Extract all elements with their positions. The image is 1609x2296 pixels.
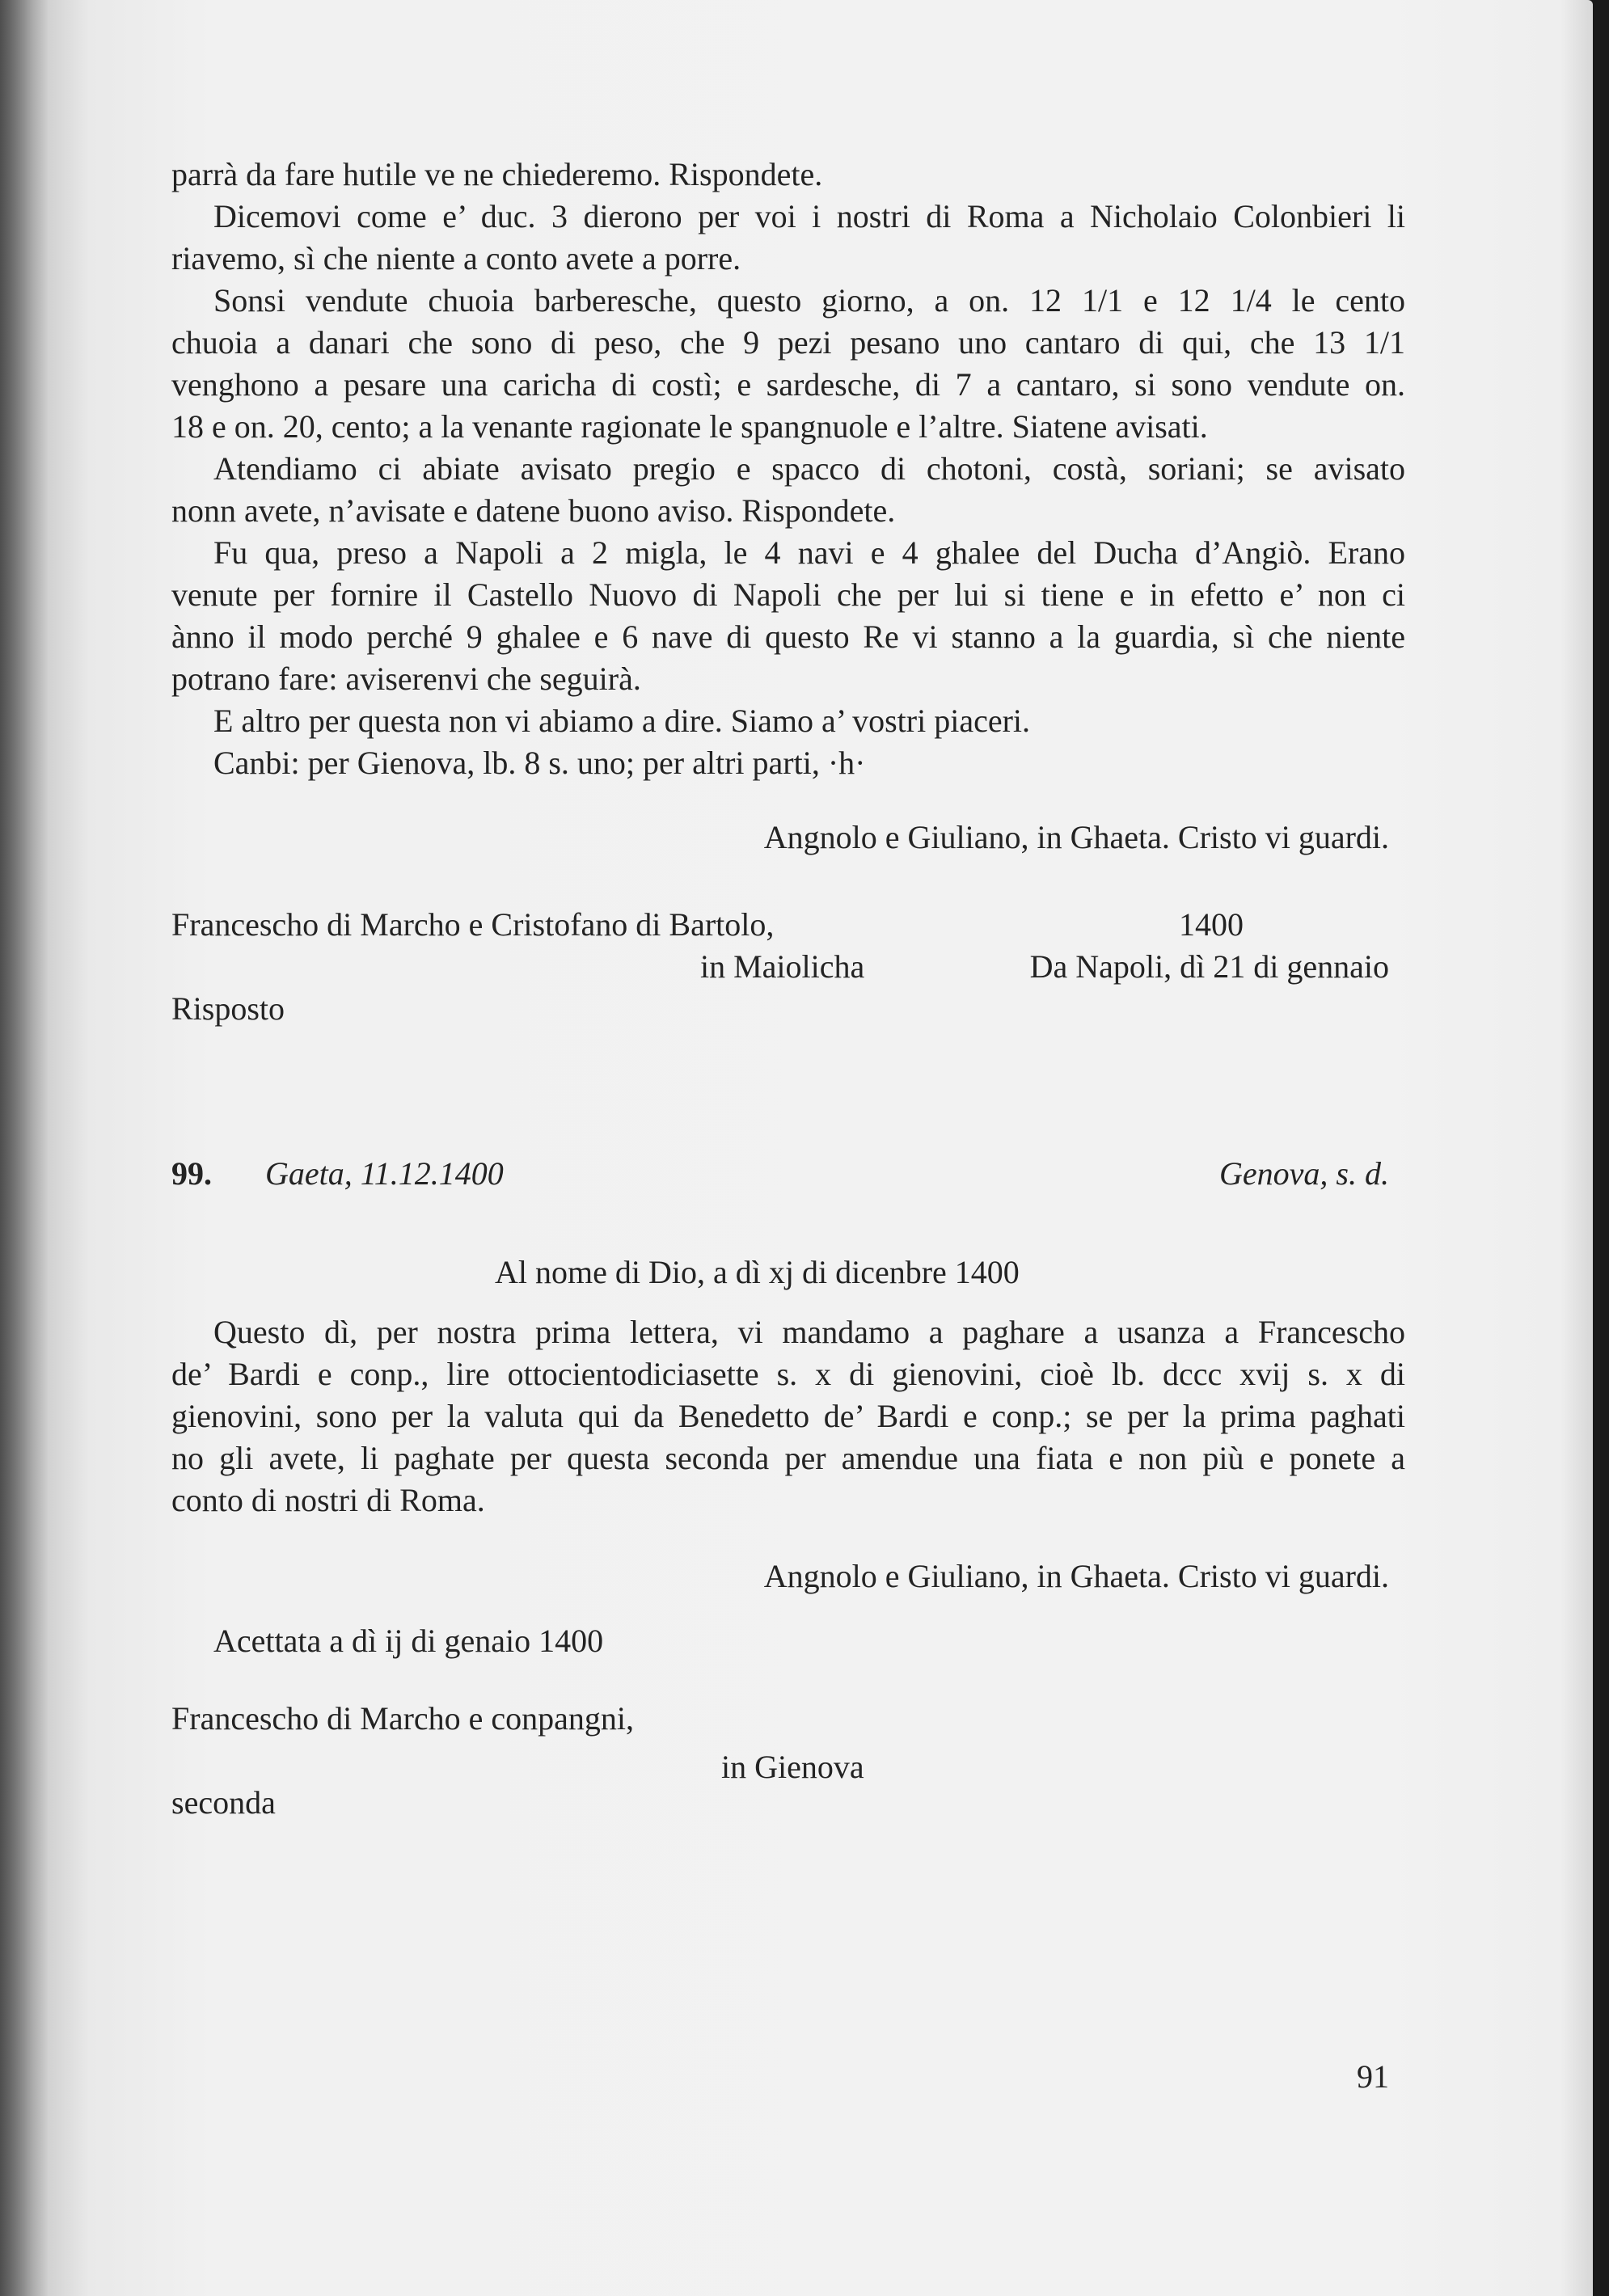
letter-note: seconda xyxy=(171,1784,276,1821)
paragraph-line: potrano fare: aviserenvi che seguirà. xyxy=(171,661,641,697)
paragraph-line: Fu qua, preso a Napoli a 2 migla, le 4 navi e 4 ghalee del Ducha d’Angiò. Erano xyxy=(213,534,1405,571)
paragraph-line: no gli avete, li paghate per questa seconda per amendue una fiata e non più e ponete a xyxy=(171,1440,1405,1476)
paragraph-line: ànno il modo perché 9 ghalee e 6 nave di questo Re vi stanno a la guardia, sì che niente xyxy=(171,618,1405,655)
paragraph-line: chuoia a danari che sono di peso, che 9 pezi pesano uno cantaro di qui, che 13 1/1 xyxy=(171,324,1405,361)
paragraph-line: Questo dì, per nostra prima lettera, vi mandamo a paghare a usanza a Francescho xyxy=(213,1314,1405,1350)
paragraph-line: Atendiamo ci abiate avisato pregio e spacco di chotoni, costà, soriani; se avisato xyxy=(213,450,1405,487)
letter-origin: Gaeta, 11.12.1400 xyxy=(265,1155,504,1192)
paragraph-line: parrà da fare hutile ve ne chiederemo. Rispondete. xyxy=(171,156,823,192)
letter-acceptance: Acettata a dì ij di genaio 1400 xyxy=(213,1623,604,1659)
paragraph-line: conto di nostri di Roma. xyxy=(171,1482,485,1518)
letter-signature: Angnolo e Giuliano, in Ghaeta. Cristo vi guardi. xyxy=(763,1558,1389,1594)
paragraph-line: venute per fornire il Castello Nuovo di Napoli che per lui si tiene e in efetto e’ non ci xyxy=(171,576,1405,613)
paragraph-line: E altro per questa non vi abiamo a dire. Siamo a’ vostri piaceri. xyxy=(213,703,1031,739)
paragraph-line: 18 e on. 20, cento; a la venante ragionate le spangnuole e l’altre. Siatene avisati. xyxy=(171,408,1208,445)
page-number: 91 xyxy=(1357,2058,1389,2095)
letter-date: Da Napoli, dì 21 di gennaio xyxy=(1029,948,1389,985)
paragraph-line: Sonsi vendute chuoia barberesche, questo giorno, a on. 12 1/1 e 12 1/4 le cento xyxy=(213,282,1405,319)
letter-destination: Genova, s. d. xyxy=(1219,1155,1389,1192)
paragraph-line: Canbi: per Gienova, lb. 8 s. uno; per altri parti, ·h· xyxy=(213,745,866,781)
book-spine-shadow xyxy=(0,0,49,2296)
address-place: in Gienova xyxy=(721,1749,864,1785)
letter-note: Risposto xyxy=(171,990,285,1027)
address-name: Francescho di Marcho e conpangni, xyxy=(171,1700,635,1737)
address-year: 1400 xyxy=(1179,906,1244,943)
paragraph-line: venghono a pesare una caricha di costì; e sardesche, di 7 a cantaro, si sono vendute on. xyxy=(171,366,1405,403)
paragraph-line: riavemo, sì che niente a conto avete a porre. xyxy=(171,240,741,276)
paragraph-line: Dicemovi come e’ duc. 3 dierono per voi i nostri di Roma a Nicholaio Colonbieri li xyxy=(213,198,1405,234)
letter-signature: Angnolo e Giuliano, in Ghaeta. Cristo vi guardi. xyxy=(763,819,1389,855)
address-place: in Maiolicha xyxy=(700,948,865,985)
letter-number: 99. xyxy=(171,1155,212,1192)
paragraph-line: de’ Bardi e conp., lire ottocientodiciasette s. x di gienovini, cioè lb. dccc xvij s. x di xyxy=(171,1356,1405,1392)
letter-heading: Al nome di Dio, a dì xj di dicenbre 1400 xyxy=(495,1254,1020,1290)
paragraph-line: nonn avete, n’avisate e datene buono aviso. Rispondete. xyxy=(171,492,896,529)
paragraph-line: gienovini, sono per la valuta qui da Benedetto de’ Bardi e conp.; se per la prima paghati xyxy=(171,1398,1405,1434)
address-name: Francescho di Marcho e Cristofano di Bartolo, xyxy=(171,906,775,943)
